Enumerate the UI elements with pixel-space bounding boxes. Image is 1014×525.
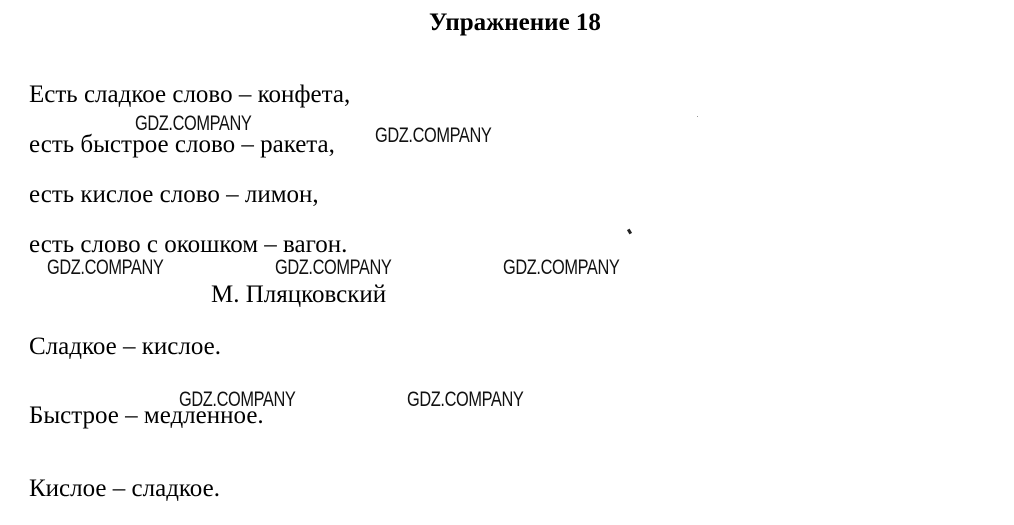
watermark-text: GDZ.COMPANY <box>179 388 296 411</box>
poem-line-3: есть кислое слово – лимон, <box>29 181 319 208</box>
watermark-text: GDZ.COMPANY <box>407 388 524 411</box>
answer-line-2: Быстрое – медленное. <box>29 402 264 429</box>
answer-line-3: Кислое – сладкое. <box>29 475 220 502</box>
exercise-title: Упражнение 18 <box>429 9 601 36</box>
scan-speck <box>627 229 632 235</box>
answer-line-1: Сладкое – кислое. <box>29 333 221 360</box>
scan-speck <box>697 116 698 117</box>
watermark-text: GDZ.COMPANY <box>275 256 392 279</box>
watermark-text: GDZ.COMPANY <box>135 112 252 135</box>
poem-line-4: есть слово с окошком – вагон. <box>29 231 348 258</box>
poem-line-2: есть быстрое слово – ракета, <box>29 131 335 158</box>
watermark-text: GDZ.COMPANY <box>47 256 164 279</box>
poem-author: М. Пляцковский <box>211 281 387 308</box>
poem-line-1: Есть сладкое слово – конфета, <box>29 81 351 108</box>
watermark-text: GDZ.COMPANY <box>503 256 620 279</box>
watermark-text: GDZ.COMPANY <box>375 124 492 147</box>
